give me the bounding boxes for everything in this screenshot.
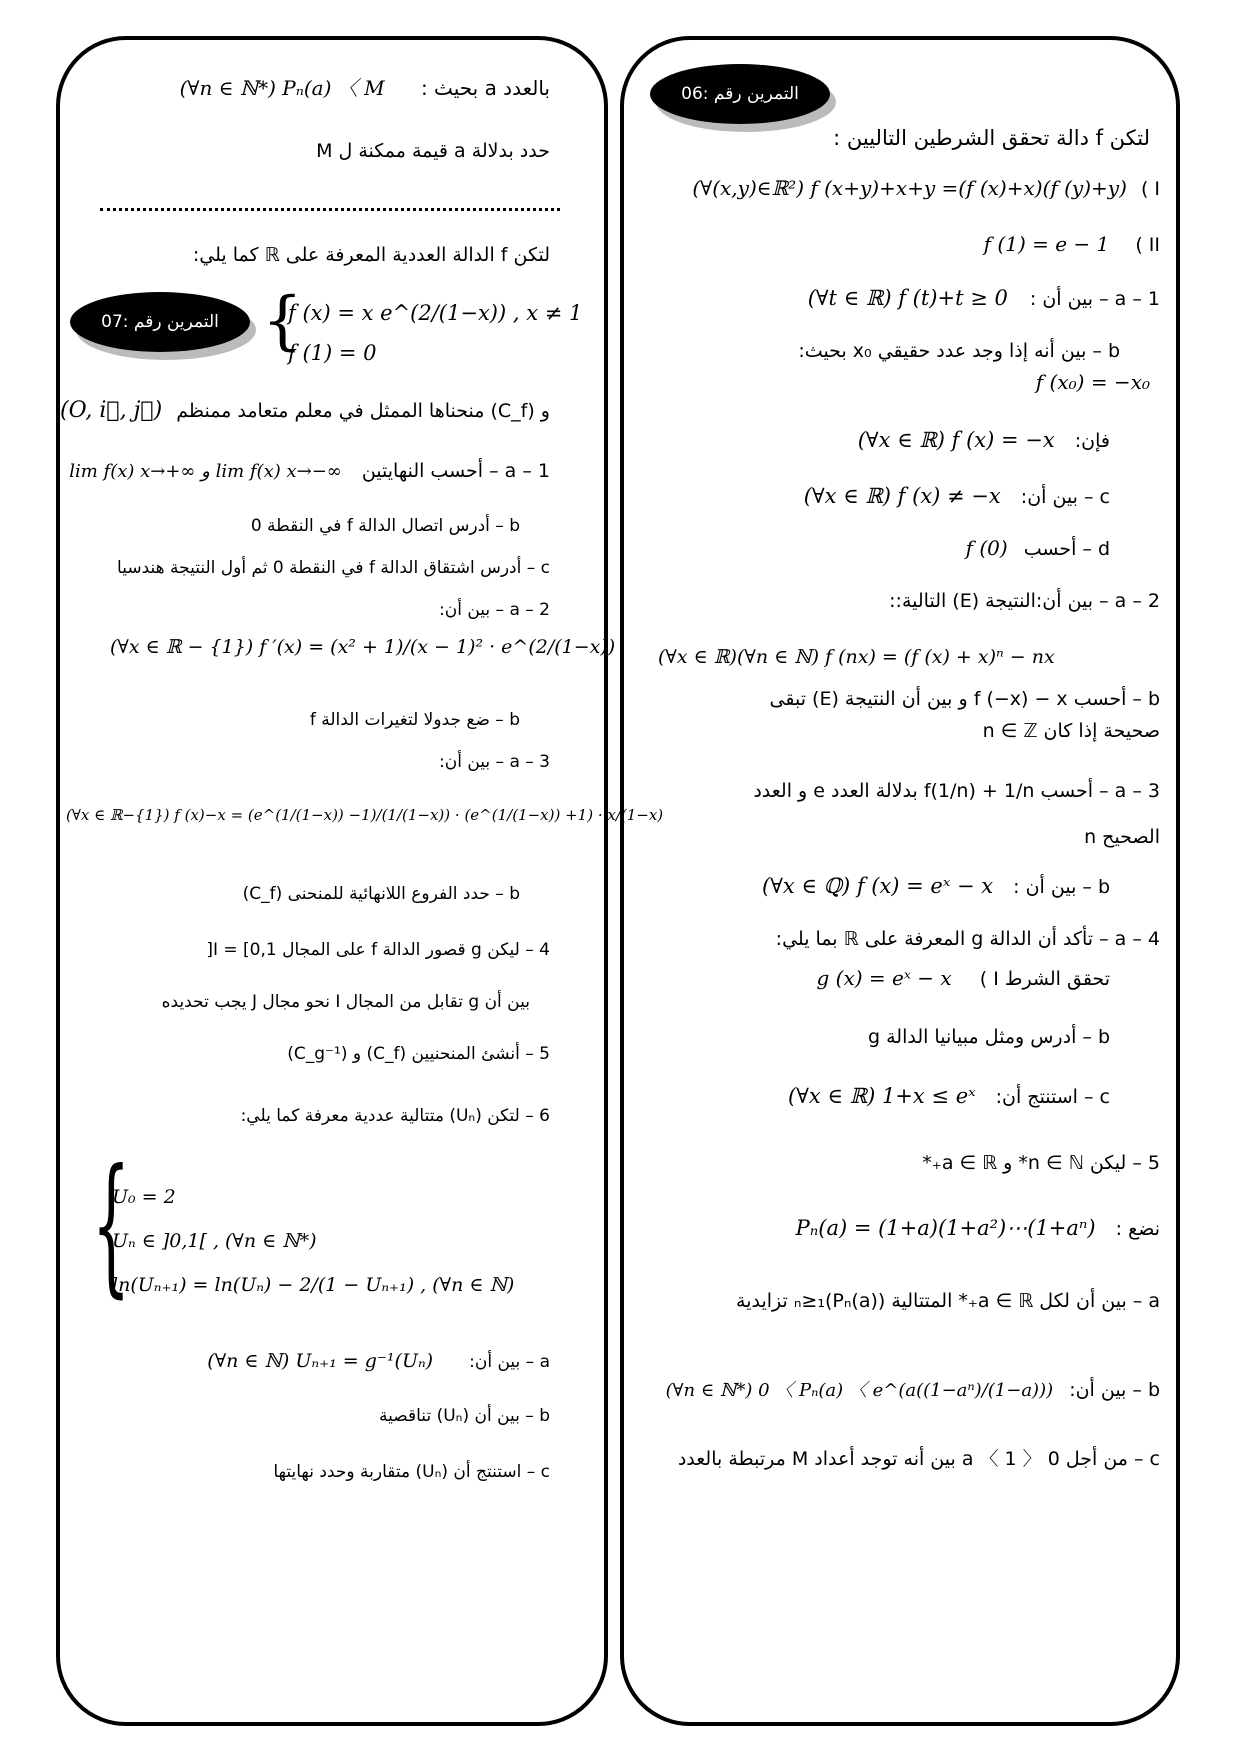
q06-1b-math: f (x₀) = −x₀ — [1035, 370, 1150, 394]
q07-3b: b – حدد الفروع اللانهائية للمنحنى (C_f) — [242, 884, 520, 904]
q07-3a-formula: (∀x ∈ ℝ−{1}) f (x)−x = (e^(1/(1−x)) −1)/(1/(1−x)) · (e^(1/(1−x)) +1) · x/(1−x) — [66, 806, 664, 824]
q07-6b: b – بين أن (Uₙ) تناقصية — [379, 1406, 550, 1426]
q06-5: 5 – ليكن n ∈ ℕ* و a ∈ ℝ₊* — [922, 1152, 1160, 1174]
q06-4a: 4 – a – تأكد أن الدالة g المعرفة على ℝ بما يلي: — [775, 928, 1160, 950]
intro-06: لتكن f دالة تحقق الشرطين التاليين : — [833, 126, 1150, 150]
q06-5c: c – من أجل 0 〈 a 〈 1 بين أنه توجد أعداد M مرتبطة بالعدد — [677, 1448, 1160, 1470]
curve-line: و (C_f) منحناها الممثل في معلم متعامد ممنظم (O, i⃗, j⃗) — [60, 398, 550, 423]
q06-2b: b – أحسب f (−x) − x و بين أن النتيجة (E) تبقى — [769, 688, 1160, 710]
q07-6c: c – استنتج أن (Uₙ) متقاربة وحدد نهايتها — [273, 1462, 550, 1482]
q06-1b: b – بين أنه إذا وجد عدد حقيقي x₀ بحيث: — [798, 340, 1120, 362]
system-6: { U₀ = 2 Uₙ ∈ ]0,1[ , (∀n ∈ ℕ*) ln(Uₙ₊₁) = ln(Uₙ) − 2/(1 − Uₙ₊₁) , (∀n ∈ ℕ) — [92, 1138, 515, 1312]
separator-dotted — [100, 208, 560, 211]
q07-2a-formula: (∀x ∈ ℝ − {1}) f ′(x) = (x² + 1)/(x − 1)² · e^(2/(1−x)) — [110, 636, 616, 658]
q07-5: 5 – أنشئ المنحنيين (C_f) و (C_g⁻¹) — [287, 1044, 550, 1064]
left-top-line: بالعدد a بحيث : (∀n ∈ ℕ*) Pₙ(a) 〈 M — [179, 76, 550, 100]
q06-2a-formula: (∀x ∈ ℝ)(∀n ∈ ℕ) f (nx) = (f (x) + x)ⁿ − nx — [658, 646, 1055, 668]
intro-07: لتكن f الدالة العددية المعرفة على ℝ كما يلي: — [192, 244, 550, 266]
q06-3a: 3 – a – أحسب f(1/n) + 1/n بدلالة العدد e و العدد — [753, 780, 1160, 802]
q07-3a: 3 – a – بين أن: — [438, 752, 550, 772]
q06-1a: 1 – a – بين أن : (∀t ∈ ℝ) f (t)+t ≥ 0 — [807, 286, 1160, 310]
q07-1b: b – أدرس اتصال الدالة f في النقطة 0 — [250, 516, 520, 536]
cond-2: II ) f (1) = e − 1 — [983, 232, 1160, 256]
q06-2a: 2 – a – بين أن:النتيجة (E) التالية:: — [889, 590, 1160, 612]
q06-1b2: فإن: (∀x ∈ ℝ) f (x) = −x — [857, 428, 1110, 452]
q06-1d: d – أحسب f (0) — [965, 536, 1110, 560]
cond-1: I ) (∀(x,y)∈ℝ²) f (x+y)+x+y =(f (x)+x)(f (y)+y) — [692, 176, 1160, 200]
q06-5a: a – بين أن لكل a ∈ ℝ₊* المتتالية (Pₙ(a))ₙ≥₁ تزايدية — [736, 1290, 1160, 1312]
q07-4b: بين أن g تقابل من المجال I نحو مجال J يجب تحديده — [161, 992, 530, 1012]
q07-2a: 2 – a – بين أن: — [438, 600, 550, 620]
q06-2b2: صحيحة إذا كان n ∈ ℤ — [982, 720, 1160, 742]
q06-5b: b – بين أن: (∀n ∈ ℕ*) 0 〈 Pₙ(a) 〈 e^(a((1−aⁿ)/(1−a))) — [665, 1379, 1160, 1401]
left-determine-line: حدد بدلالة a قيمة ممكنة ل M — [316, 140, 550, 162]
q07-2b: b – ضع جدولا لتغيرات الدالة f — [309, 710, 520, 730]
q06-4b: b – أدرس ومثل مبيانيا الدالة g — [868, 1026, 1110, 1048]
q07-1c: c – أدرس اشتقاق الدالة f في النقطة 0 ثم أول النتيجة هندسيا — [117, 558, 550, 578]
q07-1a: 1 – a – أحسب النهايتين lim f(x) x→+∞ و lim f(x) x→−∞ — [69, 460, 550, 482]
q06-3a2: الصحيح n — [1084, 826, 1160, 848]
q07-6a: a – بين أن: (∀n ∈ ℕ) Uₙ₊₁ = g⁻¹(Uₙ) — [207, 1350, 550, 1372]
q06-5-def: نضع : Pₙ(a) = (1+a)(1+a²)⋯(1+aⁿ) — [795, 1216, 1160, 1240]
system-07: { f (x) = x e^(2/(1−x)) , x ≠ 1 f (1) = 0 — [262, 284, 583, 365]
q06-4c: c – استنتج أن: (∀x ∈ ℝ) 1+x ≤ eˣ — [788, 1084, 1110, 1108]
q06-4a2: تحقق الشرط I ) g (x) = eˣ − x — [816, 966, 1110, 990]
badge-exercise-06: التمرين رقم :06 — [650, 64, 830, 124]
q06-3b: b – بين أن : (∀x ∈ ℚ) f (x) = eˣ − x — [762, 874, 1110, 898]
q07-4: 4 – ليكن g قصور الدالة f على المجال I = [0,1[ — [206, 940, 550, 960]
q06-1c: c – بين أن: (∀x ∈ ℝ) f (x) ≠ −x — [803, 484, 1110, 508]
badge-exercise-07: التمرين رقم :07 — [70, 292, 250, 352]
q07-6: 6 – لتكن (Uₙ) متتالية عددية معرفة كما يلي: — [240, 1106, 550, 1126]
